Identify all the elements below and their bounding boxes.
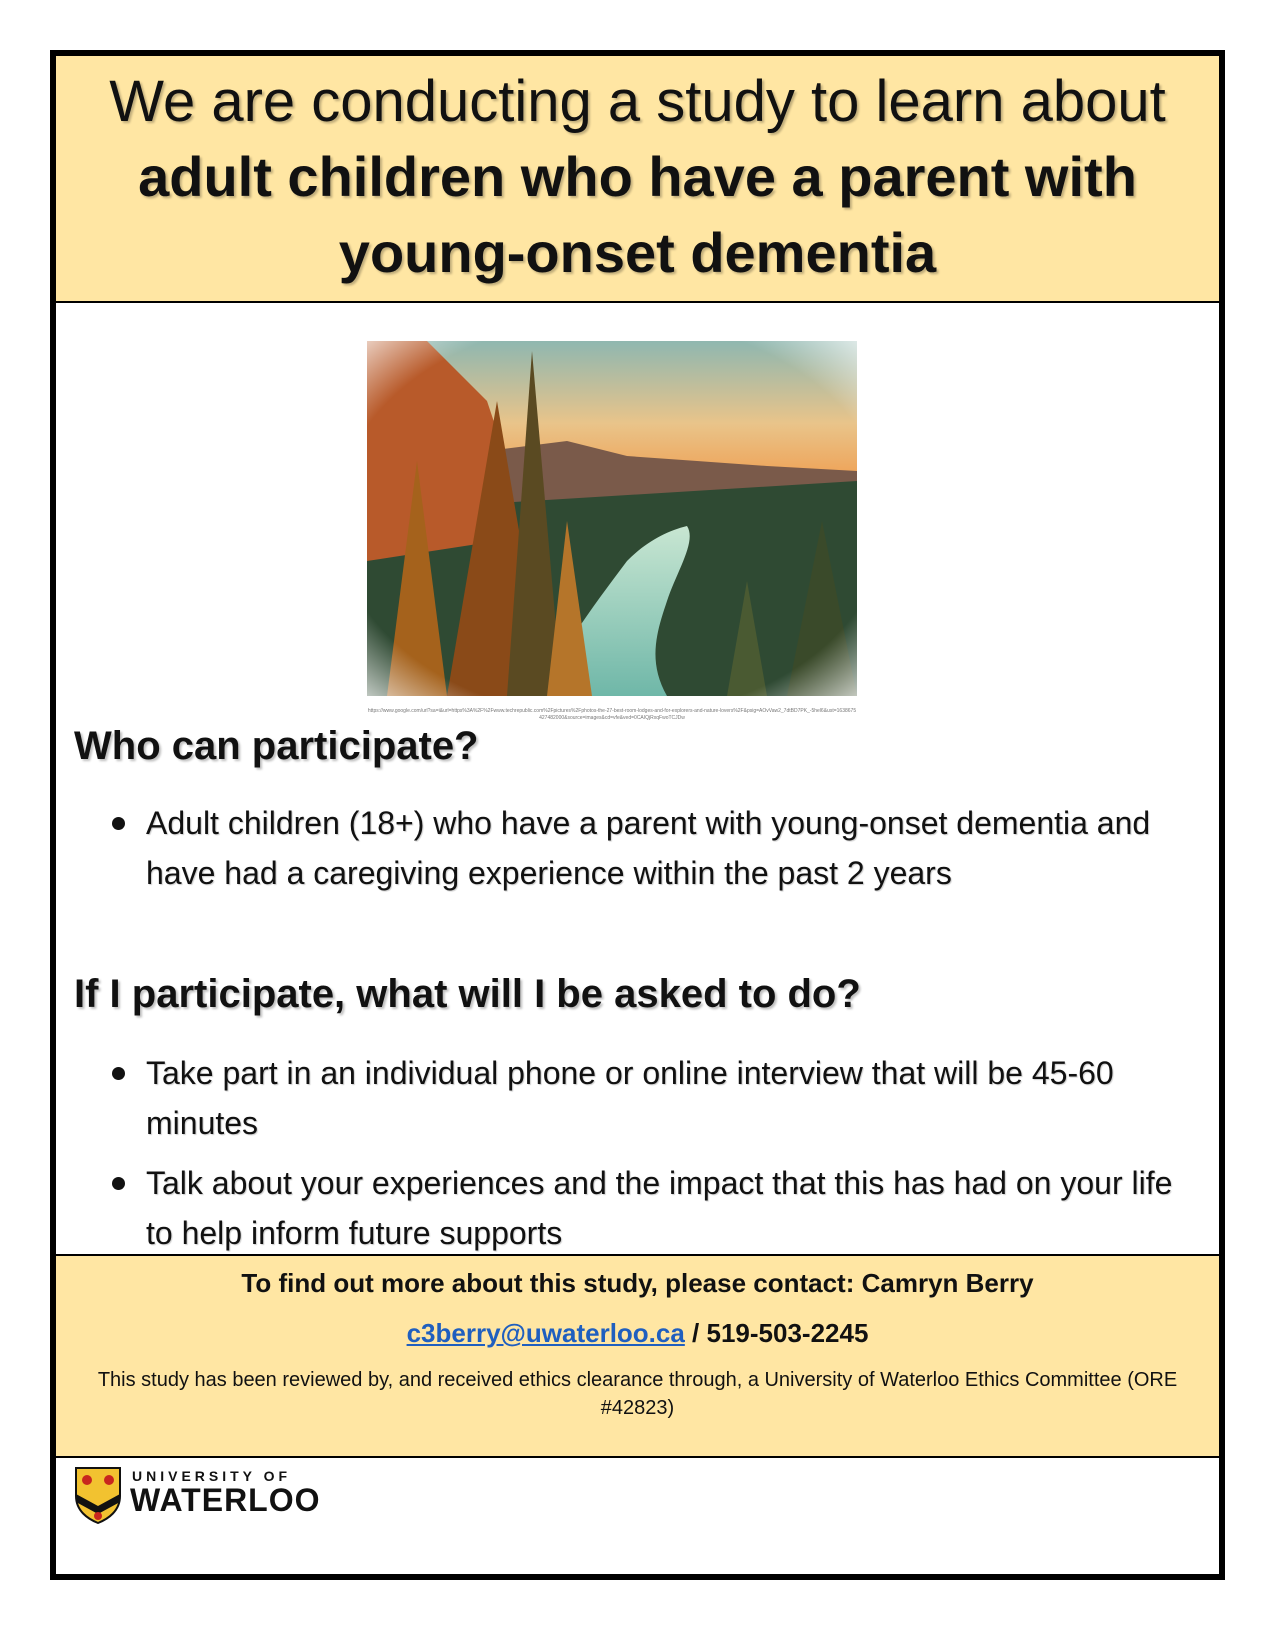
bullet-icon (112, 1067, 125, 1080)
contact-banner (56, 1254, 1219, 1458)
title-line-1: We are conducting a study to learn about (109, 69, 1166, 134)
list-item: Talk about your experiences and the impact that this has had on your life to help inform future supports (108, 1158, 1178, 1258)
eligibility-list (108, 798, 1178, 898)
tasks-list (108, 1048, 1178, 1258)
crest-icon (74, 1466, 122, 1524)
separator: / (684, 1318, 707, 1348)
logo-line-1: UNIVERSITY OF (132, 1468, 292, 1484)
title-banner (56, 56, 1219, 303)
list-item: Take part in an individual phone or online interview that will be 45-60 minutes (108, 1048, 1178, 1148)
title-line-2: adult children who have a parent with (138, 145, 1137, 208)
contact-details (56, 1318, 1219, 1349)
heading-what-asked: If I participate, what will I be asked to do? (74, 972, 861, 1016)
email-link[interactable]: c3berry@uwaterloo.ca (406, 1318, 685, 1348)
contact-line: To find out more about this study, please contact: Camryn Berry (241, 1268, 1034, 1298)
logo-line-2: WATERLOO (130, 1482, 321, 1518)
image-credit: https://www.google.com/url?sa=i&url=https%3A%2F%2Fwww.techrepublic.com%2Fpictures%2Fphotos-the-27-best-room-lodges-and-for-explorers-and-nature-lovers%2F&psig=AOvVaw2_7dtBD7PK_-5hel6&ust=1638675427482000&source=images&cd=vfe&ved=0CAIQjRxqFwoTCJDw (367, 708, 857, 721)
list-item: Adult children (18+) who have a parent with young-onset dementia and have had a caregiving experience within the past 2 years (108, 798, 1178, 898)
title-line-3: young-onset dementia (338, 221, 937, 284)
phone-number: 519-503-2245 (706, 1318, 869, 1348)
bullet-icon (112, 1177, 125, 1190)
heading-who-can-participate: Who can participate? (74, 724, 479, 768)
landscape-photo (367, 341, 857, 696)
poster-frame (50, 50, 1225, 1580)
university-logo (74, 1466, 334, 1526)
ethics-statement: This study has been reviewed by, and received ethics clearance through, a University of Waterloo Ethics Committee (ORE #42823) (97, 1369, 1178, 1419)
bullet-icon (112, 817, 125, 830)
